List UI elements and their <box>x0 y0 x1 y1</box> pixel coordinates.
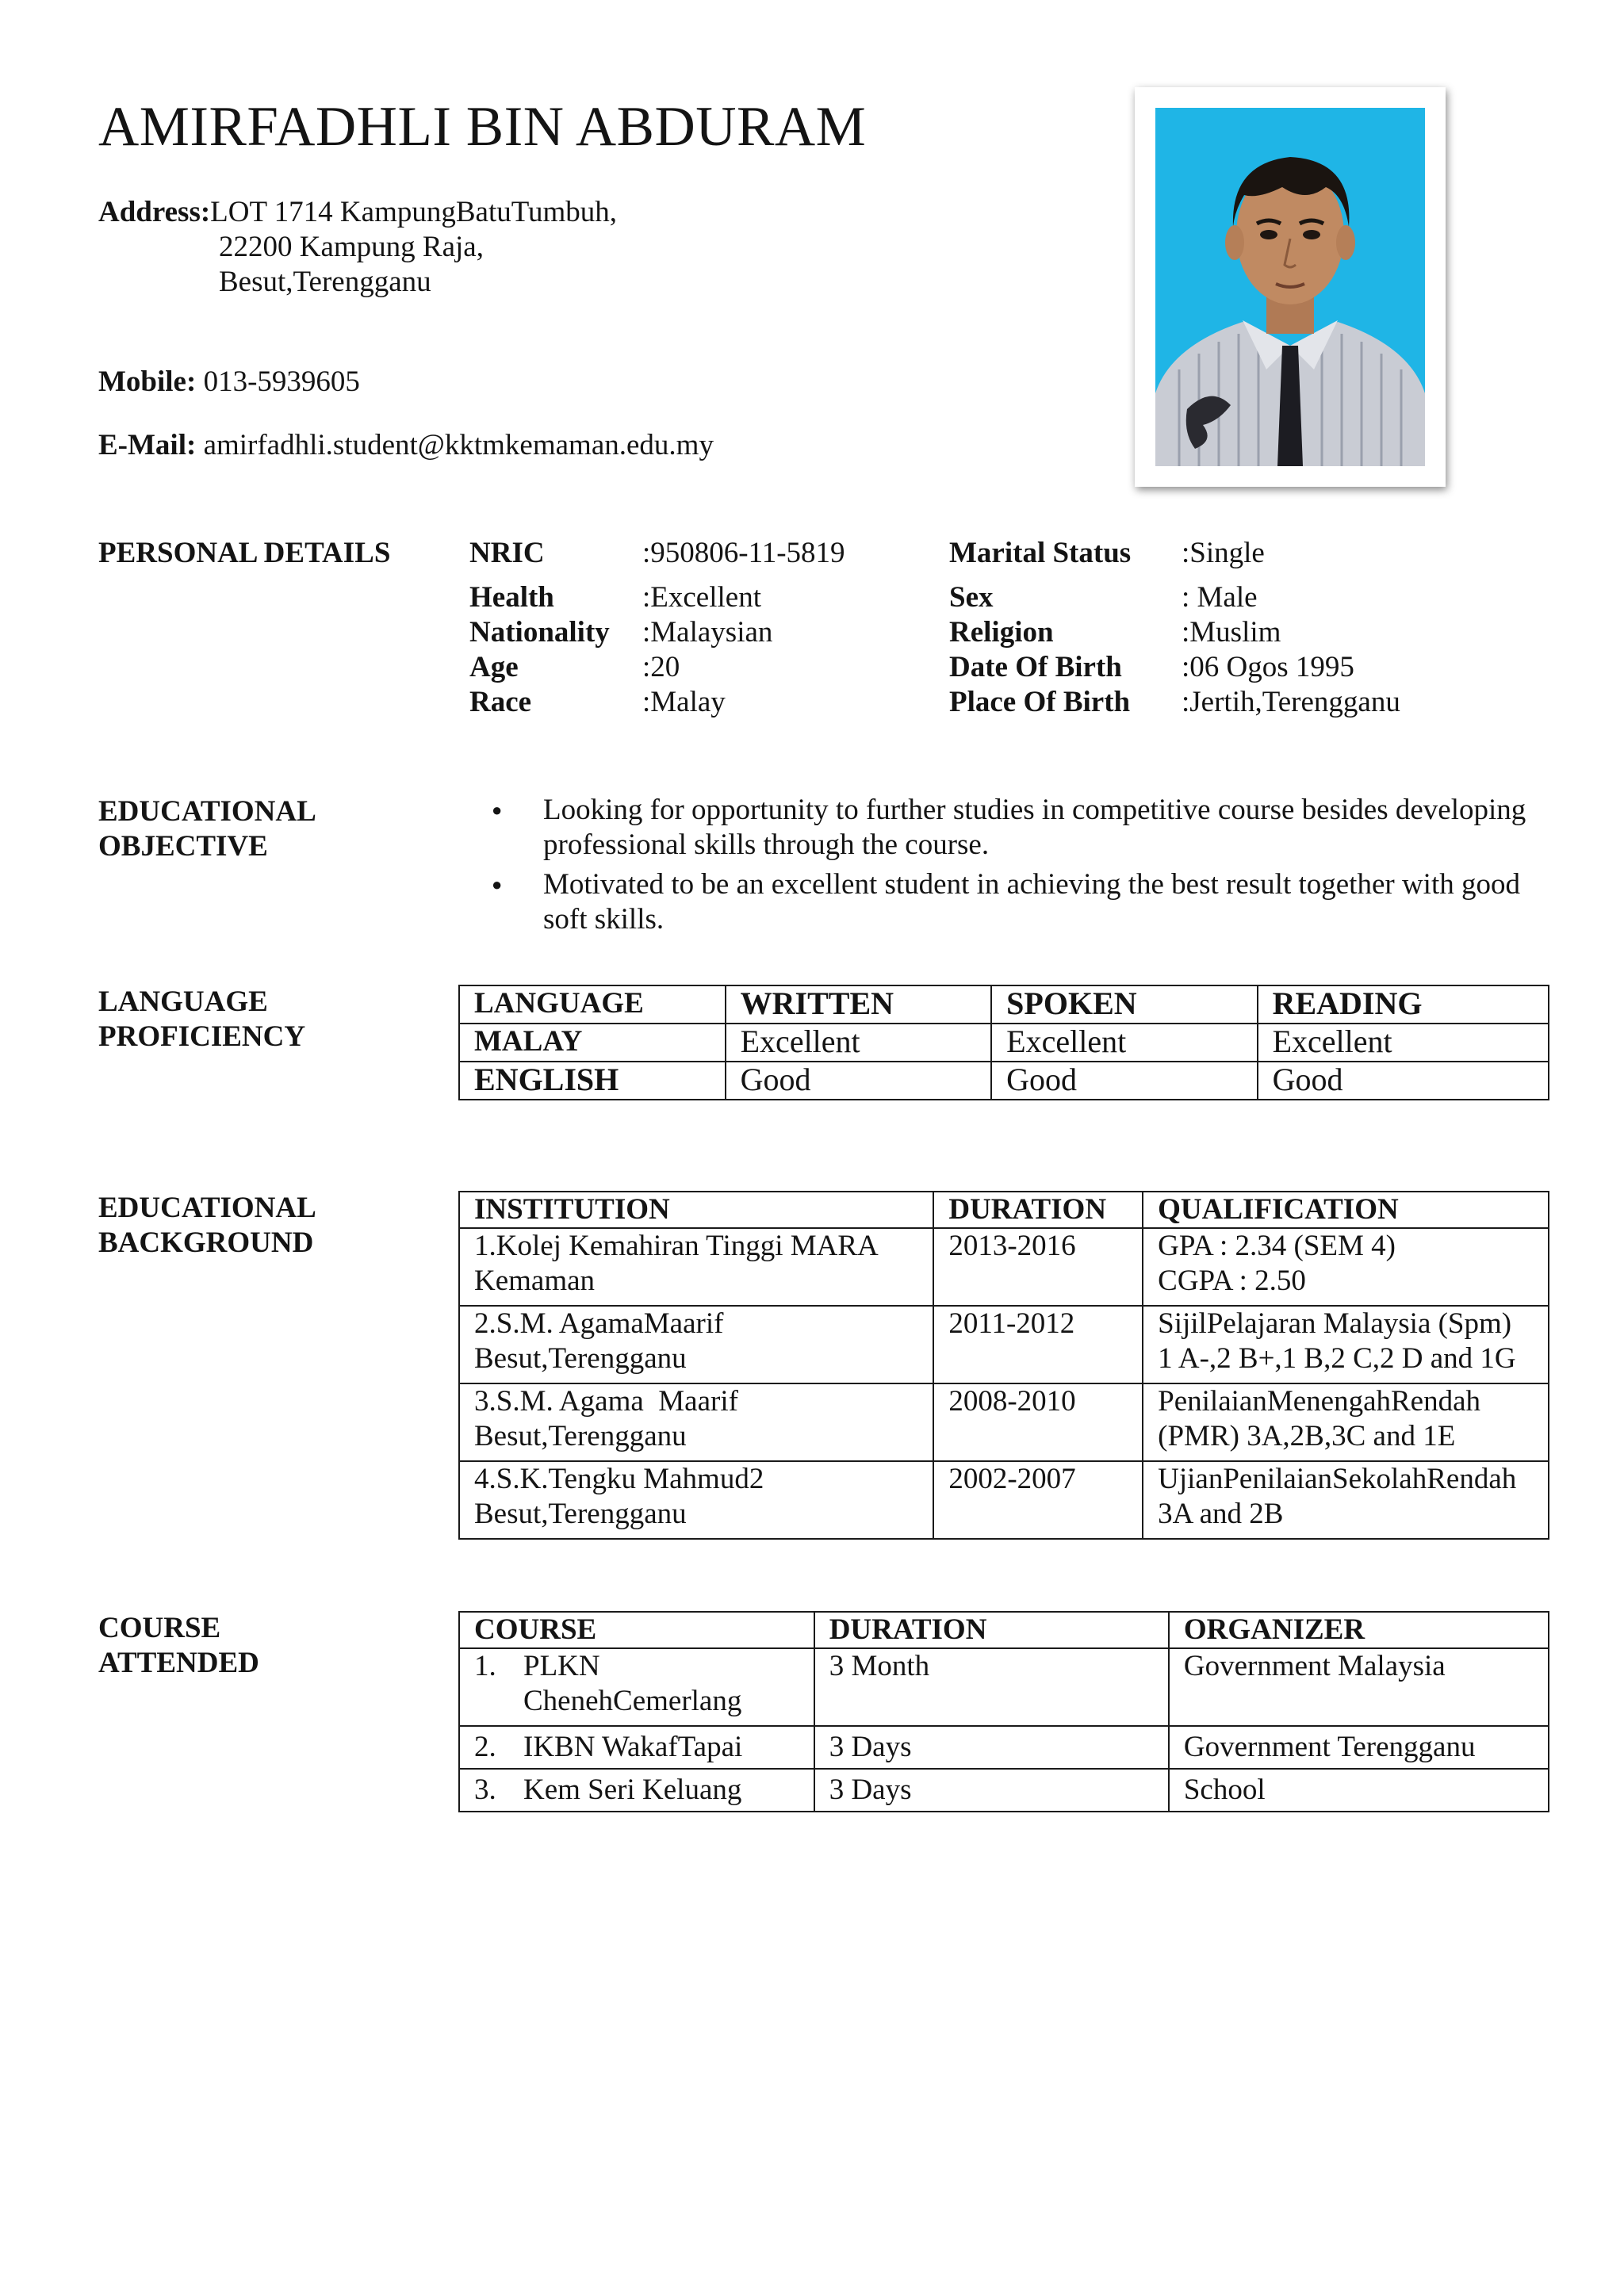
written-level: Good <box>726 1062 992 1100</box>
table-row <box>459 1726 1549 1769</box>
col-header-duration: DURATION <box>933 1192 1143 1228</box>
col-header-organizer: ORGANIZER <box>1169 1612 1549 1648</box>
race-key: Race <box>469 686 532 718</box>
institution-cell <box>459 1383 933 1461</box>
institution-location: Besut,Terengganu <box>474 1498 687 1530</box>
table-row <box>459 1648 1549 1726</box>
language-name: ENGLISH <box>459 1062 726 1100</box>
course-number: 3. <box>474 1774 496 1806</box>
course-duration: 3 Days <box>814 1769 1169 1812</box>
language-heading-line1: LANGUAGE <box>98 985 268 1018</box>
personal-details-heading: PERSONAL DETAILS <box>98 537 391 569</box>
course-number: 2. <box>474 1731 496 1763</box>
institution-name: 1.Kolej Kemahiran Tinggi MARA <box>474 1230 879 1262</box>
spoken-level: Excellent <box>991 1024 1257 1062</box>
health-value: :Excellent <box>642 581 761 614</box>
age-key: Age <box>469 651 519 683</box>
table-row <box>459 1228 1549 1306</box>
col-header-language: LANGUAGE <box>459 985 726 1024</box>
table-header-row <box>459 1612 1549 1648</box>
course-cell <box>459 1769 814 1812</box>
religion-key: Religion <box>949 616 1054 649</box>
institution-location: Kemaman <box>474 1265 596 1297</box>
reading-level: Excellent <box>1258 1024 1549 1062</box>
qualification-cell <box>1143 1383 1549 1461</box>
institution-name: 4.S.K.Tengku Mahmud2 <box>474 1463 764 1495</box>
course-name: Kem Seri Keluang <box>523 1774 742 1806</box>
language-heading <box>98 985 305 1054</box>
sex-key: Sex <box>949 581 994 614</box>
table-row <box>459 1062 1549 1100</box>
objective-list <box>484 793 1570 942</box>
qualification-line1: UjianPenilaianSekolahRendah <box>1158 1463 1517 1495</box>
age-value: :20 <box>642 651 680 683</box>
nationality-value: :Malaysian <box>642 616 773 649</box>
course-cell <box>459 1726 814 1769</box>
portrait-image <box>1155 108 1425 466</box>
place-of-birth-value: :Jertih,Terengganu <box>1182 686 1400 718</box>
table-header-row <box>459 985 1549 1024</box>
course-organizer: Government Terengganu <box>1169 1726 1549 1769</box>
qualification-line1: SijilPelajaran Malaysia (Spm) <box>1158 1307 1512 1340</box>
marital-status-key: Marital Status <box>949 537 1132 569</box>
health-key: Health <box>469 581 554 614</box>
duration-cell: 2008-2010 <box>933 1383 1143 1461</box>
objective-heading-line1: EDUCATIONAL <box>98 795 316 828</box>
education-heading-line1: EDUCATIONAL <box>98 1192 316 1224</box>
email-label: E-Mail: <box>98 429 197 461</box>
duration-cell: 2011-2012 <box>933 1306 1143 1383</box>
address-line3: Besut,Terengganu <box>219 266 431 298</box>
address-label: Address: <box>98 196 211 228</box>
col-header-reading: READING <box>1258 985 1549 1024</box>
qualification-line2: (PMR) 3A,2B,3C and 1E <box>1158 1420 1456 1452</box>
qualification-line2: 3A and 2B <box>1158 1498 1284 1530</box>
language-name: MALAY <box>459 1024 726 1062</box>
language-heading-line2: PROFICIENCY <box>98 1020 306 1053</box>
table-row <box>459 1461 1549 1539</box>
race-value: :Malay <box>642 686 726 718</box>
col-header-duration: DURATION <box>814 1612 1169 1648</box>
address-line2: 22200 Kampung Raja, <box>219 231 484 263</box>
sex-value: : Male <box>1182 581 1258 614</box>
place-of-birth-key: Place Of Birth <box>949 686 1131 718</box>
nationality-key: Nationality <box>469 616 610 649</box>
institution-name: 3.S.M. Agama Maarif <box>474 1385 738 1418</box>
courses-heading-line2: ATTENDED <box>98 1647 259 1679</box>
mobile-line <box>98 365 360 400</box>
courses-table <box>458 1611 1549 1812</box>
col-header-institution: INSTITUTION <box>459 1192 933 1228</box>
email-line <box>98 428 714 463</box>
objective-heading <box>98 794 316 864</box>
language-table <box>458 985 1549 1100</box>
course-organizer: Government Malaysia <box>1169 1648 1549 1726</box>
col-header-written: WRITTEN <box>726 985 992 1024</box>
nric-key: NRIC <box>469 537 545 569</box>
institution-cell <box>459 1228 933 1306</box>
institution-cell <box>459 1461 933 1539</box>
qualification-cell <box>1143 1306 1549 1383</box>
courses-heading <box>98 1611 259 1681</box>
address-line1: LOT 1714 KampungBatuTumbuh, <box>210 196 618 228</box>
candidate-name: AMIRFADHLI BIN ABDURAM <box>98 96 867 158</box>
col-header-course: COURSE <box>459 1612 814 1648</box>
address-line <box>98 195 617 230</box>
nric-value: :950806-11-5819 <box>642 537 845 569</box>
institution-location: Besut,Terengganu <box>474 1420 687 1452</box>
table-row <box>459 1024 1549 1062</box>
objective-item: ● Looking for opportunity to further studies in competitive course besides developing professional skills through the course. <box>484 793 1570 863</box>
written-level: Excellent <box>726 1024 992 1062</box>
course-name-line2: ChenehCemerlang <box>523 1685 742 1717</box>
education-table <box>458 1191 1549 1540</box>
table-row <box>459 1306 1549 1383</box>
profile-photo <box>1135 87 1446 487</box>
reading-level: Good <box>1258 1062 1549 1100</box>
table-row <box>459 1383 1549 1461</box>
course-number: 1. <box>474 1650 496 1682</box>
duration-cell: 2013-2016 <box>933 1228 1143 1306</box>
mobile-label: Mobile: <box>98 365 197 398</box>
course-duration: 3 Days <box>814 1726 1169 1769</box>
table-row <box>459 1769 1549 1812</box>
qualification-line2: 1 A-,2 B+,1 B,2 C,2 D and 1G <box>1158 1342 1516 1375</box>
course-organizer: School <box>1169 1769 1549 1812</box>
date-of-birth-value: :06 Ogos 1995 <box>1182 651 1354 683</box>
date-of-birth-key: Date Of Birth <box>949 651 1122 683</box>
course-name: IKBN WakafTapai <box>523 1731 743 1763</box>
course-cell <box>459 1648 814 1726</box>
objective-heading-line2: OBJECTIVE <box>98 830 268 863</box>
institution-name: 2.S.M. AgamaMaarif <box>474 1307 724 1340</box>
duration-cell: 2002-2007 <box>933 1461 1143 1539</box>
course-duration: 3 Month <box>814 1648 1169 1726</box>
qualification-cell <box>1143 1228 1549 1306</box>
qualification-cell <box>1143 1461 1549 1539</box>
qualification-line1: PenilaianMenengahRendah <box>1158 1385 1481 1418</box>
col-header-spoken: SPOKEN <box>991 985 1257 1024</box>
qualification-line1: GPA : 2.34 (SEM 4) <box>1158 1230 1396 1262</box>
course-name: PLKN <box>523 1650 600 1682</box>
religion-value: :Muslim <box>1182 616 1281 649</box>
education-heading-line2: BACKGROUND <box>98 1226 314 1259</box>
spoken-level: Good <box>991 1062 1257 1100</box>
marital-status-value: :Single <box>1182 537 1265 569</box>
objective-item: ● Motivated to be an excellent student in achieving the best result together with good soft skills. <box>484 867 1570 937</box>
institution-cell <box>459 1306 933 1383</box>
institution-location: Besut,Terengganu <box>474 1342 687 1375</box>
mobile-number: 013-5939605 <box>203 365 360 398</box>
col-header-qualification: QUALIFICATION <box>1143 1192 1549 1228</box>
qualification-line2: CGPA : 2.50 <box>1158 1265 1306 1297</box>
education-heading <box>98 1191 316 1261</box>
courses-heading-line1: COURSE <box>98 1612 221 1644</box>
email-address: amirfadhli.student@kktmkemaman.edu.my <box>203 429 714 461</box>
table-header-row <box>459 1192 1549 1228</box>
